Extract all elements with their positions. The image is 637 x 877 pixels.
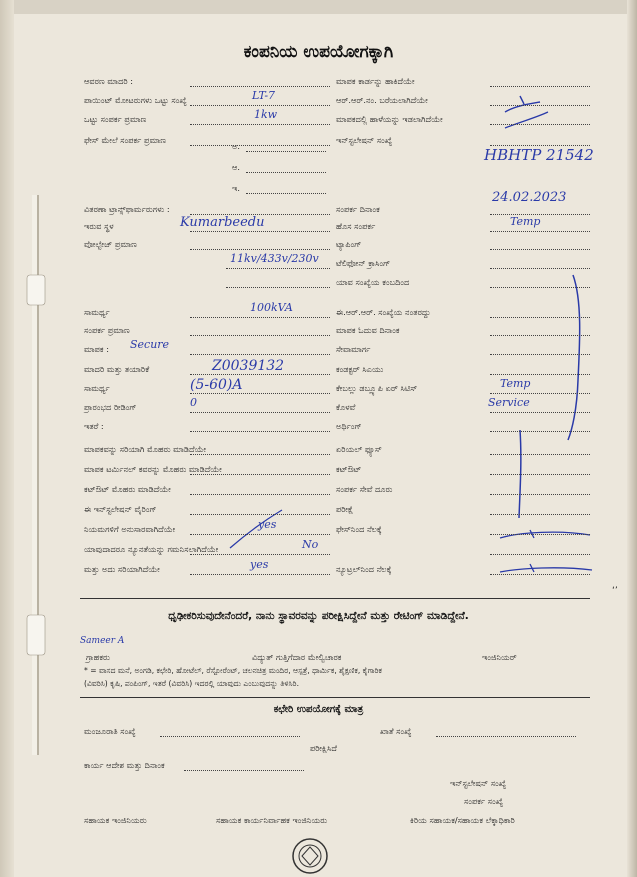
left-field-line: [190, 374, 330, 375]
signatory-ae: ಸಹಾಯಕ ಇಂಜಿನಿಯರು: [84, 815, 147, 825]
left-field-line: [190, 105, 330, 106]
left-field-line: [190, 412, 330, 413]
left-field-label: ಮಾಪಕ ಟರ್ಮಿನಲ್ ಕವರನ್ನು ಮೊಹರು ಮಾಡಿದೆಯೇ: [84, 464, 222, 474]
right-field-label: ಅರ್ಥಿಂಗ್: [336, 421, 362, 431]
left-field-line: [190, 124, 330, 125]
left-field-line: [190, 454, 330, 455]
left-field-line: [226, 287, 330, 288]
phase-mark-i: ಇ.: [232, 183, 240, 193]
right-field-value: HBHTP 21542: [484, 146, 594, 164]
left-field-label: ಪ್ರಾರಂಭದ ರೀಡಿಂಗ್: [84, 402, 137, 412]
right-field-line: [490, 354, 590, 355]
office-sanction-label: ಮಂಜೂರಾತಿ ಸಂಖ್ಯೆ: [84, 726, 136, 736]
left-field-line: [190, 514, 330, 515]
right-field-line: [490, 124, 590, 125]
left-field-label: ಒಟ್ಟು ಸಂಪರ್ಕ ಪ್ರಮಾಣ: [84, 114, 147, 124]
signatory-accounts: ಕಿರಿಯ ಸಹಾಯಕ/ಸಹಾಯಕ ಲೆಕ್ಕಾಧಿಕಾರಿ: [410, 815, 515, 825]
left-field-line: [190, 534, 330, 535]
right-field-value: Temp: [500, 377, 531, 390]
right-field-label: ಮಾಪಕ ಓದುವ ದಿನಾಂಕ: [336, 325, 400, 335]
declaration-text: ಧೃಢೀಕರಿಸುವುದೇನೆಂದರೆ, ನಾನು ಸ್ಥಾವರವನ್ನು ಪರೀಕ್ಷಿಸಿದ್ದೇನೆ ಮತ್ತು ರೇಟಿಂಗ್ ಮಾಡಿದ್ದೇನೆ.: [168, 610, 469, 622]
right-field-label: ಯಾವ ಸಂಖ್ಯೆಯ ಕಂಬದಿಂದ: [336, 277, 410, 287]
office-installation-label: ಇನ್‌ಸ್ಟಲೇಷನ್ ಸಂಖ್ಯೆ: [450, 778, 507, 788]
left-field-label: ಸಂಪರ್ಕ ಪ್ರಮಾಣ: [84, 325, 130, 335]
left-field-line: [190, 335, 330, 336]
left-field-line: [190, 231, 330, 232]
left-field-label: ಪಾಯಿಂಟ್ ಮೋಟರುಗಳು ಒಟ್ಟು ಸಂಖ್ಯೆ: [84, 95, 187, 105]
right-field-label: ಮಾಪಕ ಕಾರ್ಡನ್ನು ಹಾಕಿದೆಯೇ: [336, 76, 415, 86]
left-field-line: [190, 393, 330, 394]
footnote-line-2: (ವಿವರಿಸಿ) ಕೃಷಿ, ಪಂಪಿಂಗ್, ಇತರೆ (ವಿವರಿಸಿ) ಇದರಲ್ಲಿ ಯಾವುದು ಎಂಬುವುದನ್ನು ತಿಳಿಸಿರಿ.: [84, 679, 299, 688]
left-field-value: Secure: [130, 338, 170, 351]
left-field-label: ಮಾಪಕ :: [84, 344, 109, 354]
right-field-line: [490, 335, 590, 336]
office-account-label: ಖಾತೆ ಸಂಖ್ಯೆ: [380, 726, 412, 736]
right-field-line: [490, 393, 590, 394]
right-field-label: ಟೆಲಿಫೋನ್ ಕ್ರಾಸಿಂಗ್: [336, 258, 391, 268]
left-field-line: [190, 574, 330, 575]
left-field-value: 0: [190, 396, 197, 409]
left-field-label: ನಿಯಮಗಳಿಗೆ ಅನುಸಾರವಾಗಿದೆಯೇ: [84, 524, 176, 534]
left-field-value: 100kVA: [250, 301, 293, 314]
left-field-line: [190, 474, 330, 475]
right-field-line: [490, 231, 590, 232]
signatory-contractor: ವಿದ್ಯುತ್ ಗುತ್ತಿಗೆದಾರ ಮೇಲ್ವಿಚಾರಕ: [252, 652, 342, 662]
footnote-line-1: * = ವಾಸದ ಮನೆ, ಅಂಗಡಿ, ಕಛೇರಿ, ಹೋಟೆಲ್, ರೆಸ್ಟೋರೆಂಟ್, ಚಲನಚಿತ್ರ ಮಂದಿರ, ಆಸ್ಪತ್ರೆ, ಧಾರ್ಮಿಕ, ಶೈಕ್ಷಣಿಕ, ಕೈಗಾರಿಕ: [84, 666, 382, 675]
page-title: ಕಂಪನಿಯ ಉಪಯೋಗಕ್ಕಾಗಿ: [243, 42, 394, 62]
check-stroke-1: [505, 96, 540, 112]
right-field-label: ಮಾಪಕದಲ್ಲಿ ಹಾಳೆಯನ್ನು ಇಡಲಾಗಿದೆಯೇ: [336, 114, 443, 124]
left-field-value: 1kw: [254, 108, 278, 121]
office-connection-label: ಸಂಪರ್ಕ ಸಂಖ್ಯೆ: [464, 796, 504, 806]
left-field-line: [190, 431, 330, 432]
right-field-label: ಈ.ಆರ್.ಆರ್. ಸಂಖ್ಯೆಯ ನಂತರದ್ದು: [336, 307, 431, 317]
right-field-line: [490, 317, 590, 318]
left-field-line: [190, 317, 330, 318]
right-field-value: 24.02.2023: [492, 190, 567, 205]
right-field-line: [490, 554, 590, 555]
left-field-line: [190, 554, 330, 555]
right-field-value: Service: [488, 396, 530, 409]
left-field-label: ಸಾಮರ್ಥ್ಯ: [84, 383, 110, 393]
right-field-label: ಟ್ಯಾಪಿಂಗ್: [336, 239, 362, 249]
left-field-label: ಮಾಪಕವನ್ನು ಸರಿಯಾಗಿ ಮೊಹರು ಮಾಡಿದೆಯೇ: [84, 444, 207, 454]
right-field-label: ಇನ್‌ಸ್ಟಲೇಷನ್ ಸಂಖ್ಯೆ: [336, 135, 393, 145]
right-field-label: ಸೇವಾಮಾರ್ಗ: [336, 344, 371, 354]
left-field-label: ಯಾವುದಾದರೂ ನ್ಯೂನತೆಯನ್ನು ಗಮನಿಸಲಾಗಿದೆಯೇ: [84, 544, 219, 554]
left-field-value: (5-60)A: [190, 377, 243, 393]
office-verified-label: ಪರೀಕ್ಷಿಸಿದೆ: [310, 743, 337, 753]
office-work-order-label: ಕಾರ್ಯ ಆದೇಶ ಮತ್ತು ದಿನಾಂಕ: [84, 760, 165, 770]
left-field-line: [226, 268, 330, 269]
right-field-line: [490, 514, 590, 515]
left-field-line: [190, 249, 330, 250]
right-field-line: [490, 268, 590, 269]
margin-mark: ‘’: [612, 586, 618, 596]
left-field-label: ಇತರೆ :: [84, 421, 104, 431]
signatory-engineer: ಇಂಜಿನಿಯರ್: [482, 652, 517, 662]
right-field-value: Temp: [510, 215, 541, 228]
left-field-label: ಸಾಮರ್ಥ್ಯ: [84, 307, 110, 317]
left-field-line: [190, 86, 330, 87]
right-field-label: ಫೇಸ್‌ನಿಂದ ನೆಲಕ್ಕೆ: [336, 524, 382, 534]
right-field-line: [490, 454, 590, 455]
right-field-line: [490, 249, 590, 250]
right-field-line: [490, 412, 590, 413]
right-field-line: [490, 474, 590, 475]
check-stroke-2: [505, 112, 548, 128]
right-field-label: ಹೊಸ ಸಂಪರ್ಕ: [336, 221, 376, 231]
right-field-line: [490, 431, 590, 432]
left-field-label: ಫೇಸ್ ಮೇಲೆ ಸಂಪರ್ಕ ಪ್ರಮಾಣ: [84, 135, 167, 145]
right-field-line: [490, 86, 590, 87]
right-field-label: ಸಂಪರ್ಕ ಸೇವೆ ದೂರು: [336, 484, 393, 494]
right-field-label: ಆರ್.ಆರ್.ನಂ. ಬರೆಯಲಾಗಿದೆಯೇ: [336, 95, 428, 105]
signatory-customer: ಗ್ರಾಹಕರು: [86, 652, 110, 662]
right-field-label: ಕೊಳವೆ: [336, 402, 356, 412]
left-field-line: [190, 494, 330, 495]
left-field-label: ಮಾದರಿ ಮತ್ತು ತಯಾರಿಕೆ: [84, 364, 150, 374]
right-field-line: [490, 574, 590, 575]
reading-stroke-2: [500, 564, 592, 572]
left-field-value: 11kv/433v/230v: [230, 252, 319, 265]
left-field-value: No: [302, 538, 319, 551]
right-field-line: [490, 494, 590, 495]
right-field-label: ನ್ಯೂಟ್ರಲ್‌ನಿಂದ ನೆಲಕ್ಕೆ: [336, 564, 392, 574]
left-field-value: yes: [250, 558, 269, 571]
right-field-label: ಕೇಬಲ್ಲು ಡಬ್ಲ್ಯೂಪಿ ಏರ್ ಸಿಟಿಸ್: [336, 383, 418, 393]
left-field-value: Kumarbeedu: [180, 215, 265, 230]
right-field-line: [490, 374, 590, 375]
left-field-value: Z0039132: [212, 358, 285, 374]
left-field-line: [190, 354, 330, 355]
phase-mark-a: ಅ.: [232, 141, 240, 151]
left-field-label: ಕಟ್‌ಔಟ್ ಮೊಹರು ಮಾಡಿದೆಯೇ: [84, 484, 171, 494]
left-field-label: ವಿತರಣಾ ಟ್ರಾನ್ಸ್‌ಫಾರ್ಮರುಗಳು :: [84, 204, 170, 214]
right-field-label: ಕಂಡಕ್ಟರ್ ಸಿಎಯು: [336, 364, 384, 374]
left-field-label: ಆವರಣ ಮಾದರಿ :: [84, 76, 134, 86]
left-field-value: LT-7: [252, 89, 276, 102]
office-heading: ಕಛೇರಿ ಉಪಯೋಗಕ್ಕೆ ಮಾತ್ರ: [273, 704, 364, 715]
left-field-label: ಈ ಇನ್‌ಸ್ಟಲೇಷನ್ ವೈರಿಂಗ್: [84, 504, 157, 514]
phase-mark-aa: ಆ.: [232, 162, 241, 172]
declaration-note: Sameer A: [80, 636, 125, 646]
right-field-label: ಏರಿಯಲ್ ಫ್ಯೂಸ್: [336, 444, 382, 454]
right-field-label: ಪರೀಕ್ಷೆ: [336, 504, 354, 514]
right-field-label: ಸಂಪರ್ಕ ದಿನಾಂಕ: [336, 204, 380, 214]
signatory-aee: ಸಹಾಯಕ ಕಾರ್ಯನಿರ್ವಾಹಕ ಇಂಜಿನಿಯರು: [216, 815, 328, 825]
left-field-label: ಮತ್ತು ಅದು ಸರಿಯಾಗಿದೆಯೇ: [84, 564, 160, 574]
left-field-label: ಇರುವ ಸ್ಥಳ: [84, 221, 114, 231]
right-field-label: ಕಟ್‌ಔಟ್: [336, 464, 362, 474]
left-field-label: ವೋಲ್ಟೇಜ್ ಪ್ರಮಾಣ: [84, 239, 137, 249]
right-field-line: [490, 534, 590, 535]
right-field-line: [490, 287, 590, 288]
right-field-line: [490, 105, 590, 106]
left-field-value: yes: [258, 518, 277, 531]
brace-stroke-1: [568, 275, 580, 440]
left-field-line: [190, 145, 330, 146]
